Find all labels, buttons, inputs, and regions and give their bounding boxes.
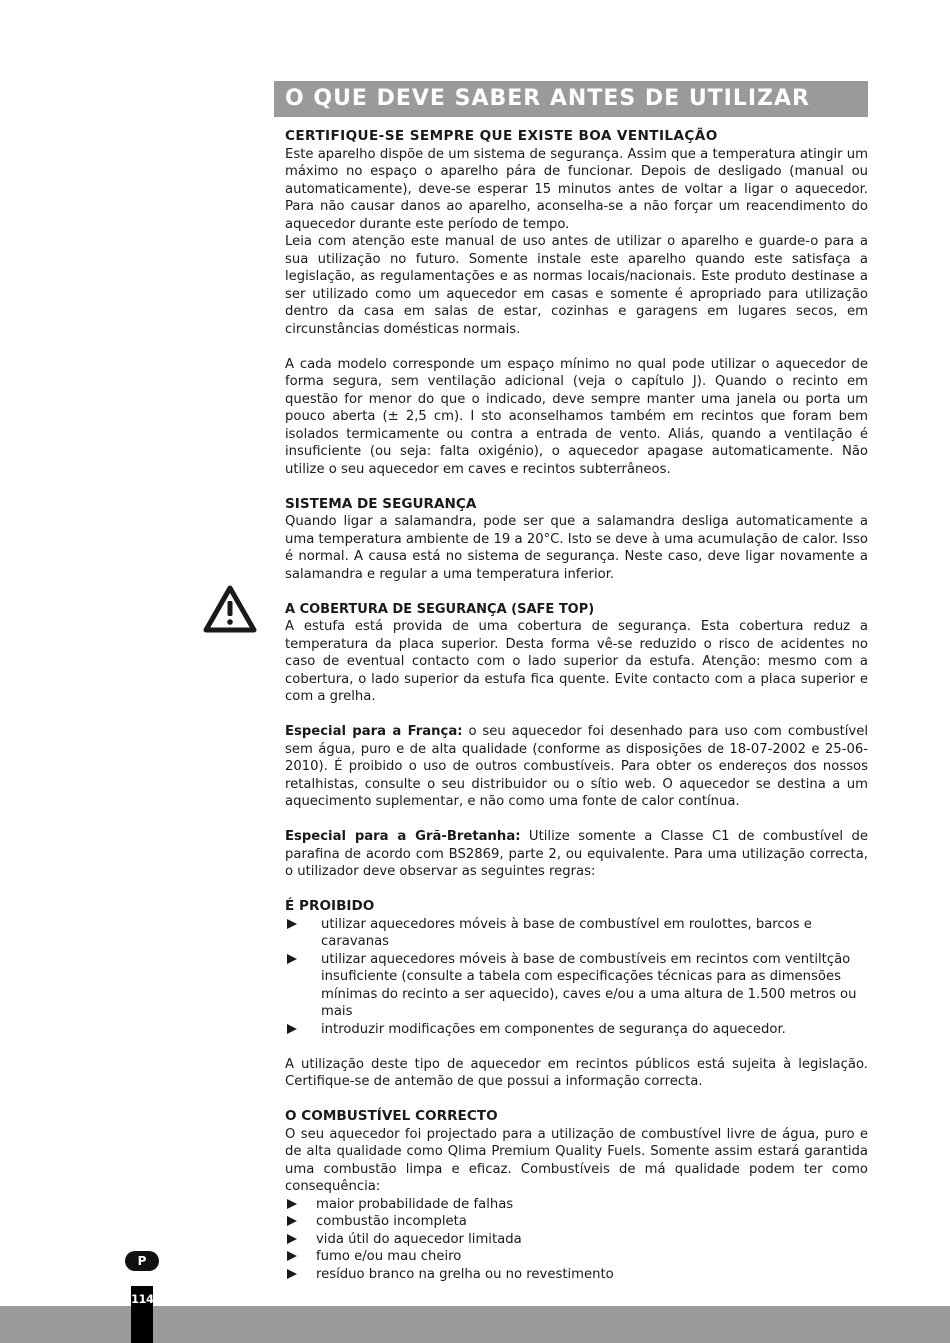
ventilation-paragraph-3: A cada modelo corresponde um espaço mínimo no qual pode utilizar o aquecedor de forma segura, sem ventilação adicional (veja o capítulo J). Quando o recinto em questão for menor do que o indicado, deve sempre manter uma janela ou porta um pouco aberta (± 2,5 cm). I sto aconselhamos também em recintos que foram bem isolados termicamente ou contra a entrada de vento. Aliás, quando a ventilação é insuficiente (ou seja: falta oxigénio), o aquecedor apagase automaticamente. Não utilize o seu aquecedor em caves e recintos subterrâneos. — [285, 356, 868, 477]
fuel-paragraph: O seu aquecedor foi projectado para a utilização de combustível livre de água, puro e de alta qualidade como Qlima Premium Quality Fuels. Somente assim estará garantida uma combustão limpa e eficaz. Combustíveis de má qualidade podem ter como consequência: — [285, 1126, 868, 1194]
triangle-bullet-icon — [287, 1216, 297, 1226]
triangle-bullet-icon — [287, 1269, 297, 1279]
safe-top-heading: A COBERTURA DE SEGURANÇA (SAFE TOP) — [285, 601, 595, 617]
prohibited-list — [285, 916, 868, 1039]
warning-triangle-icon — [203, 585, 257, 633]
ventilation-paragraph-2: Leia com atenção este manual de uso antes de utilizar o aparelho e guarde-o para a sua utilização no futuro. Somente instale este aparelho quando este satisfaça a legislação, as regulamentações e as normas locais/nacionais. Este produto destinase a ser utilizado como um aquecedor em casas e somente é apropriado para utilização dentro da casa em salas de estar, cozinhas e garagens em lugares secos, em circunstâncias domésticas normais. — [285, 234, 868, 337]
list-item: vida útil do aquecedor limitada — [285, 1231, 868, 1249]
triangle-bullet-icon — [287, 919, 297, 929]
list-item: introduzir modificações em componentes de segurança do aquecedor. — [285, 1021, 868, 1039]
prohibited-heading: É PROIBIDO — [285, 898, 375, 914]
britain-paragraph — [285, 828, 868, 881]
main-content — [285, 128, 868, 1283]
triangle-bullet-icon — [287, 1234, 297, 1244]
list-item: fumo e/ou mau cheiro — [285, 1248, 868, 1266]
safety-system-heading: SISTEMA DE SEGURANÇA — [285, 495, 477, 512]
language-badge: P — [125, 1251, 159, 1271]
public-use-note: A utilização deste tipo de aquecedor em recintos públicos está sujeita à legislação. Certifique-se de antemão de que possui a informação correcta. — [285, 1056, 868, 1089]
list-item: combustão incompleta — [285, 1213, 868, 1231]
britain-text: Utilize somente a Classe C1 de combustível de parafina de acordo com BS2869, parte 2, ou equivalente. Para uma utilização correcta, o utilizador deve observar as seguintes regras: — [285, 829, 868, 879]
list-item: utilizar aquecedores móveis à base de combustível em roulottes, barcos e caravanas — [285, 916, 868, 951]
triangle-bullet-icon — [287, 1251, 297, 1261]
ventilation-paragraph-1: Este aparelho dispõe de um sistema de segurança. Assim que a temperatura atingir um máximo no espaço o aparelho pára de funcionar. Depois de desligado (manual ou automaticamente), deve-se esperar 15 minutos antes de voltar a ligar o aquecedor. Para não causar danos ao aparelho, aconselha-se a não forçar um reacendimento do aquecedor durante este período de tempo. — [285, 146, 868, 232]
france-label: Especial para a França: — [285, 724, 463, 739]
triangle-bullet-icon — [287, 954, 297, 964]
list-item: utilizar aquecedores móveis à base de combustíveis em recintos com ventiltção insuficiente (consulte a tabela com especificações técnicas para as dimensões mínimas do recinto a ser aquecido), caves e/ou a uma altura de 1.500 metros ou mais — [285, 951, 868, 1021]
list-item: maior probabilidade de falhas — [285, 1196, 868, 1214]
fuel-consequences-list — [285, 1196, 868, 1284]
britain-label: Especial para a Grã-Bretanha: — [285, 829, 521, 844]
safety-system-paragraph: Quando ligar a salamandra, pode ser que a salamandra desliga automaticamente a uma temperatura ambiente de 19 a 20°C. Isto se deve à uma acumulação de calor. Isso é normal. A causa está no sistema de segurança. Neste caso, deve ligar novamente a salamandra e regular a uma temperatura inferior. — [285, 514, 868, 582]
list-item: resíduo branco na grelha ou no revestimento — [285, 1266, 868, 1284]
page-number: 114 — [131, 1286, 153, 1343]
page-title: O QUE DEVE SABER ANTES DE UTILIZAR — [274, 81, 868, 117]
france-text: o seu aquecedor foi desenhado para uso com combustível sem água, puro e de alta qualidade (conforme as disposições de 18-07-2002 e 25-06-2010). É proibido o uso de outros combustíveis. Para obter os endereços dos nossos retalhistas, consulte o seu distribuidor ou o sítio web. O aquecedor se destina a um aquecimento suplementar, e não como uma fonte de calor contínua. — [285, 724, 869, 809]
france-paragraph — [285, 723, 868, 811]
fuel-heading: O COMBUSTÍVEL CORRECTO — [285, 1108, 498, 1124]
safe-top-paragraph: A estufa está provida de uma cobertura de segurança. Esta cobertura reduz a temperatura da placa superior. Desta forma vê-se reduzido o risco de acidentes no caso de eventual contacto com o lado superior da estufa. Atenção: mesmo com a cobertura, o lado superior da estufa fica quente. Evite contacto com a placa superior e com a grelha. — [285, 619, 868, 704]
ventilation-heading: CERTIFIQUE-SE SEMPRE QUE EXISTE BOA VENTILAÇÃO — [285, 128, 718, 144]
triangle-bullet-icon — [287, 1199, 297, 1209]
triangle-bullet-icon — [287, 1024, 297, 1034]
